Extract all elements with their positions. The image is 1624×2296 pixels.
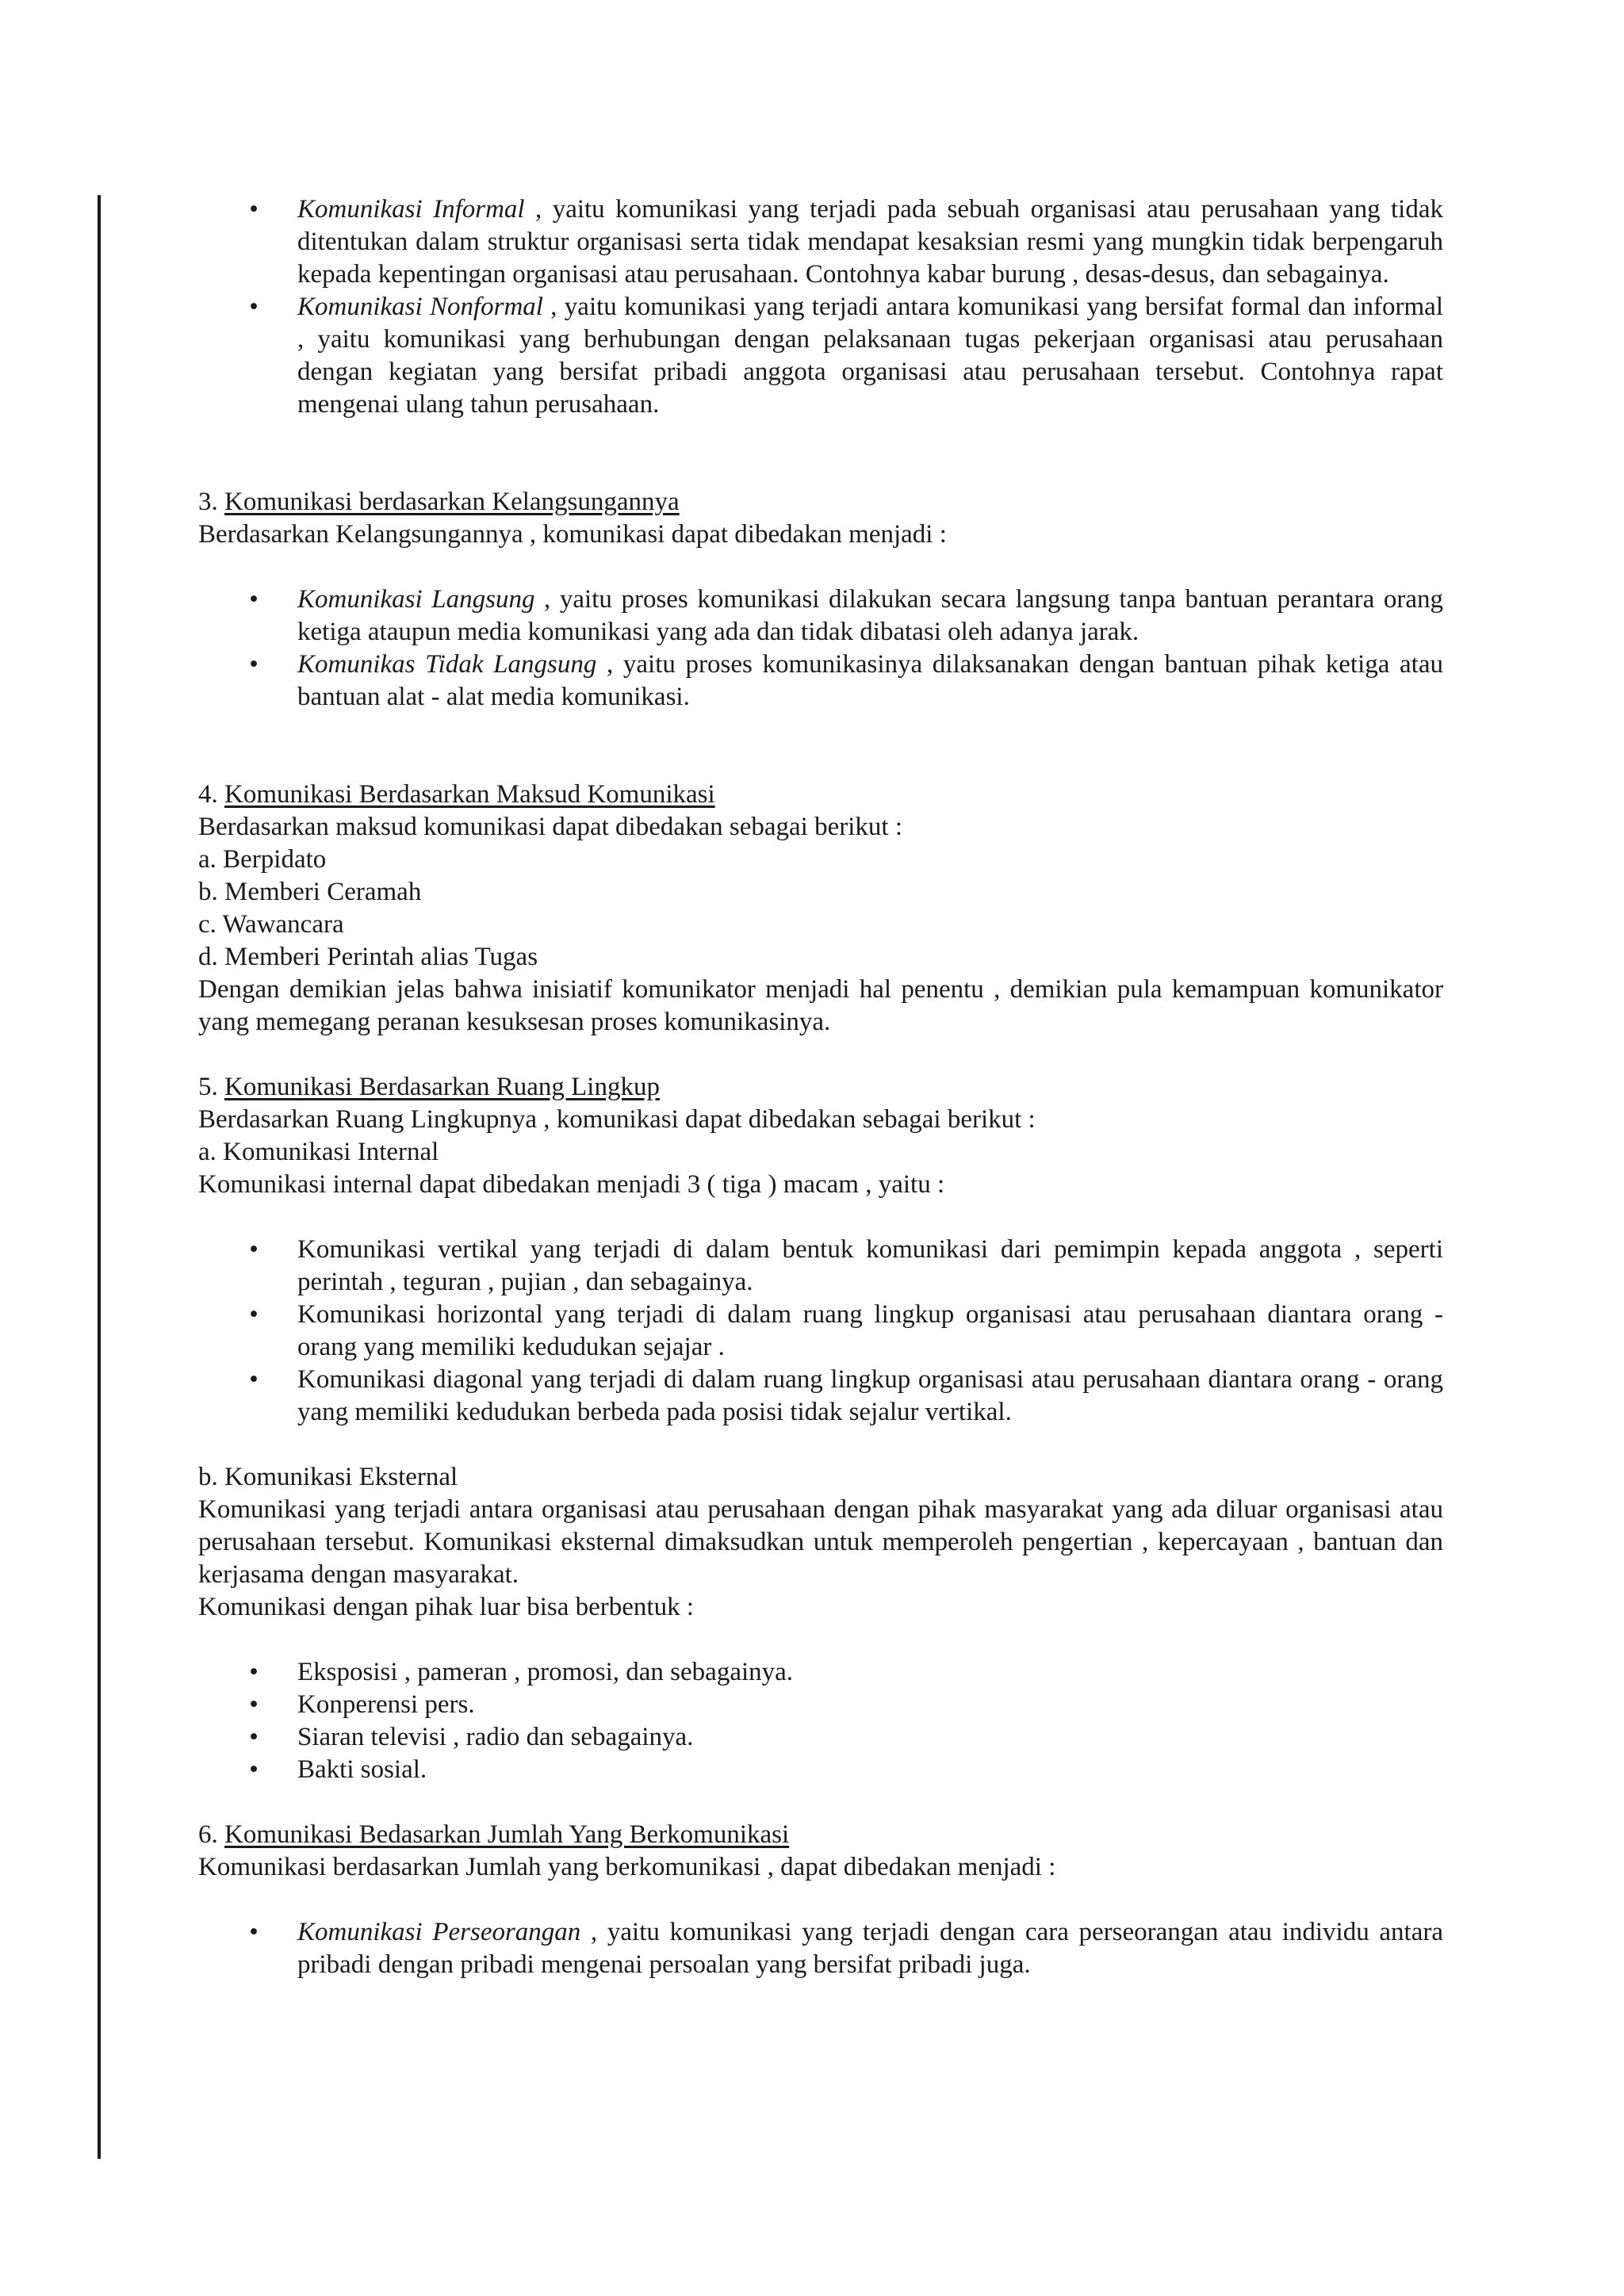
section-6-intro: Komunikasi berdasarkan Jumlah yang berkomunikasi , dapat dibedakan menjadi :: [198, 1853, 1056, 1881]
list-item-text: Siaran televisi , radio dan sebagainya.: [297, 1723, 694, 1751]
list-item: [198, 1299, 1443, 1364]
subsection-b-text: Komunikasi yang terjadi antara organisasi atau perusahaan dengan pihak masyarakat yang ada diluar organisasi atau perusahaan tersebut. Komunikasi eksternal dimaksudkan untuk memperoleh pengertian , kepercayaan , bantuan dan kerjasama dengan masyarakat.: [198, 1495, 1443, 1589]
term: Komunikasi Informal: [297, 195, 525, 224]
list-item: [198, 1721, 1443, 1754]
list-item-text: Bakti sosial.: [297, 1755, 427, 1784]
section-5-heading: [198, 1071, 1443, 1104]
list-item: [198, 291, 1443, 421]
definition: , yaitu komunikasi yang terjadi pada sebuah organisasi atau perusahaan yang tidak ditentukan dalam struktur organisasi serta tidak mendapat kesaksian resmi yang mungkin tidak berpengaruh kepada kepentingan organisasi atau perusahaan. Contohnya kabar burung , desas-desus, dan sebagainya.: [297, 195, 1443, 289]
subsection-a-intro: Komunikasi internal dapat dibedakan menjadi 3 ( tiga ) macam , yaitu :: [198, 1170, 945, 1199]
internal-communication-list: [198, 1234, 1443, 1429]
definition: , yaitu proses komunikasi dilakukan secara langsung tanpa bantuan perantara orang ketiga ataupun media komunikasi yang ada dan tidak dibatasi oleh adanya jarak.: [297, 585, 1443, 646]
list-item-text: Konperensi pers.: [297, 1690, 475, 1719]
section-4-item-a: a. Berpidato: [198, 845, 327, 874]
bullet-icon: •: [249, 1755, 259, 1784]
term: Komunikasi Perseorangan: [297, 1918, 581, 1946]
bullet-icon: •: [249, 1300, 259, 1329]
subsection-b-intro: Komunikasi dengan pihak luar bisa berbentuk :: [198, 1593, 695, 1621]
section-3-heading: [198, 486, 1443, 519]
list-item: [198, 1364, 1443, 1429]
bullet-icon: •: [249, 1235, 259, 1264]
section-title: Komunikasi berdasarkan Kelangsungannya: [224, 488, 680, 516]
document-page: [198, 193, 1443, 1981]
section-number: 4.: [198, 780, 224, 809]
term: Komunikasi Nonformal: [297, 293, 543, 321]
definition: , yaitu proses komunikasinya dilaksanakan dengan bantuan pihak ketiga atau bantuan alat - alat media komunikasi.: [297, 650, 1443, 711]
section-4-item-b: b. Memberi Ceramah: [198, 878, 422, 906]
margin-rule: [98, 195, 101, 2159]
bullet-icon: •: [249, 1690, 259, 1719]
section-3-list: [198, 584, 1443, 714]
list-item: [198, 584, 1443, 649]
informal-nonformal-list: [198, 193, 1443, 421]
definition: , yaitu komunikasi yang terjadi antara komunikasi yang bersifat formal dan informal , yaitu komunikasi yang berhubungan dengan pelaksanaan tugas pekerjaan organisasi atau perusahaan dengan kegiatan yang bersifat pribadi anggota organisasi atau perusahaan tersebut. Contohnya rapat mengenai ulang tahun perusahaan.: [297, 293, 1443, 419]
bullet-icon: •: [249, 1723, 259, 1751]
bullet-icon: •: [249, 585, 259, 614]
section-4-item-c: c. Wawancara: [198, 910, 344, 939]
subsection-b-title: b. Komunikasi Eksternal: [198, 1463, 458, 1491]
list-item: [198, 1689, 1443, 1721]
section-4-conclusion: Dengan demikian jelas bahwa inisiatif komunikator menjadi hal penentu , demikian pula kemampuan komunikator yang memegang peranan kesuksesan proses komunikasinya.: [198, 975, 1443, 1036]
bullet-icon: •: [249, 195, 259, 224]
list-item-text: Komunikasi diagonal yang terjadi di dalam ruang lingkup organisasi atau perusahaan diantara orang - orang yang memiliki kedudukan berbeda pada posisi tidak sejalur vertikal.: [297, 1365, 1443, 1426]
external-communication-list: [198, 1656, 1443, 1786]
section-5-intro: Berdasarkan Ruang Lingkupnya , komunikasi dapat dibedakan sebagai berikut :: [198, 1105, 1036, 1134]
list-item-text: Komunikasi vertikal yang terjadi di dalam bentuk komunikasi dari pemimpin kepada anggota , seperti perintah , teguran , pujian , dan sebagainya.: [297, 1235, 1443, 1296]
definition: , yaitu komunikasi yang terjadi dengan cara perseorangan atau individu antara pribadi dengan pribadi mengenai persoalan yang bersifat pribadi juga.: [297, 1918, 1443, 1979]
term: Komunikasi Langsung: [297, 585, 535, 614]
section-6-heading: [198, 1819, 1443, 1851]
section-4-heading: [198, 779, 1443, 811]
section-number: 5.: [198, 1073, 224, 1101]
list-item: [198, 649, 1443, 714]
section-number: 3.: [198, 488, 224, 516]
list-item: [198, 1754, 1443, 1786]
section-number: 6.: [198, 1820, 224, 1849]
list-item-text: Eksposisi , pameran , promosi, dan sebagainya.: [297, 1658, 794, 1686]
section-title: Komunikasi Berdasarkan Maksud Komunikasi: [224, 780, 715, 809]
list-item: [198, 1916, 1443, 1981]
section-title: Komunikasi Bedasarkan Jumlah Yang Berkomunikasi: [224, 1820, 790, 1849]
bullet-icon: •: [249, 1658, 259, 1686]
bullet-icon: •: [249, 1918, 259, 1946]
bullet-icon: •: [249, 293, 259, 321]
section-4-item-d: d. Memberi Perintah alias Tugas: [198, 943, 538, 971]
term: Komunikas Tidak Langsung: [297, 650, 597, 679]
section-6-list: [198, 1916, 1443, 1981]
bullet-icon: •: [249, 1365, 259, 1394]
section-title: Komunikasi Berdasarkan Ruang Lingkup: [224, 1073, 660, 1101]
section-3-intro: Berdasarkan Kelangsungannya , komunikasi dapat dibedakan menjadi :: [198, 520, 947, 549]
section-4-intro: Berdasarkan maksud komunikasi dapat dibedakan sebagai berikut :: [198, 813, 902, 841]
list-item: [198, 1234, 1443, 1299]
list-item: [198, 193, 1443, 291]
subsection-a-title: a. Komunikasi Internal: [198, 1138, 439, 1166]
list-item-text: Komunikasi horizontal yang terjadi di dalam ruang lingkup organisasi atau perusahaan diantara orang - orang yang memiliki kedudukan sejajar .: [297, 1300, 1443, 1361]
list-item: [198, 1656, 1443, 1689]
bullet-icon: •: [249, 650, 259, 679]
